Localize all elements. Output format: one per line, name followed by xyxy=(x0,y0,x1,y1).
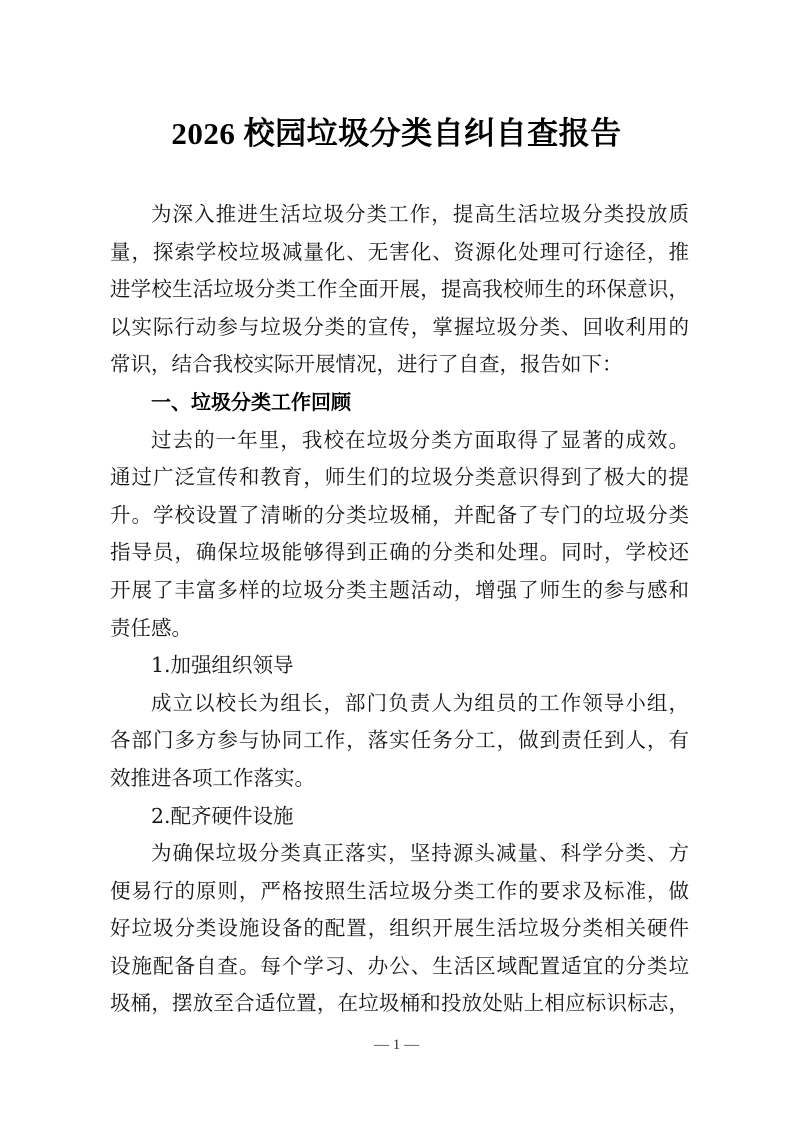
paragraph-line: 为深入推进生活垃圾分类工作，提高生活垃圾分类投放质 xyxy=(151,202,689,226)
paragraph-line: 常识，结合我校实际开展情况，进行了自查，报告如下： xyxy=(110,352,623,377)
paragraph-line: 设施配备自查。每个学习、办公、生活区域配置适宜的分类垃 xyxy=(110,953,689,978)
page-number: — 1 — xyxy=(374,1037,419,1053)
paragraph-line: 为确保垃圾分类真正落实，坚持源头减量、科学分类、方 xyxy=(151,841,689,866)
paragraph-line: 以实际行动参与垃圾分类的宣传，掌握垃圾分类、回收利用的 xyxy=(110,314,689,339)
document-body xyxy=(110,196,689,1023)
paragraph-line: 便易行的原则，严格按照生活垃圾分类工作的要求及标准，做 xyxy=(110,878,689,903)
subsection-heading: 2.配齐硬件设施 xyxy=(151,803,294,828)
subsection-heading: 1.加强组织领导 xyxy=(151,653,294,678)
paragraph-line: 量，探索学校垃圾减量化、无害化、资源化处理可行途径，推 xyxy=(110,239,689,264)
section-heading: 一、垃圾分类工作回顾 xyxy=(151,389,351,414)
document-title: 2026 校园垃圾分类自纠自查报告 xyxy=(171,116,622,151)
paragraph-line: 指导员，确保垃圾能够得到正确的分类和处理。同时，学校还 xyxy=(110,540,689,565)
paragraph-line: 升。学校设置了清晰的分类垃圾桶，并配备了专门的垃圾分类 xyxy=(110,502,689,527)
paragraph-line: 圾桶，摆放至合适位置，在垃圾桶和投放处贴上相应标识标志， xyxy=(110,991,689,1016)
paragraph-line: 过去的一年里，我校在垃圾分类方面取得了显著的成效。 xyxy=(151,427,689,452)
paragraph-line: 进学校生活垃圾分类工作全面开展，提高我校师生的环保意识， xyxy=(110,277,689,302)
paragraph-line: 好垃圾分类设施设备的配置，组织开展生活垃圾分类相关硬件 xyxy=(110,916,689,941)
paragraph-line: 责任感。 xyxy=(110,615,192,640)
paragraph-line: 成立以校长为组长，部门负责人为组员的工作领导小组， xyxy=(151,690,689,715)
paragraph-line: 效推进各项工作落实。 xyxy=(110,765,315,790)
paragraph-line: 开展了丰富多样的垃圾分类主题活动，增强了师生的参与感和 xyxy=(110,577,689,602)
paragraph-line: 通过广泛宣传和教育，师生们的垃圾分类意识得到了极大的提 xyxy=(110,465,689,490)
paragraph-line: 各部门多方参与协同工作，落实任务分工，做到责任到人，有 xyxy=(110,728,689,753)
